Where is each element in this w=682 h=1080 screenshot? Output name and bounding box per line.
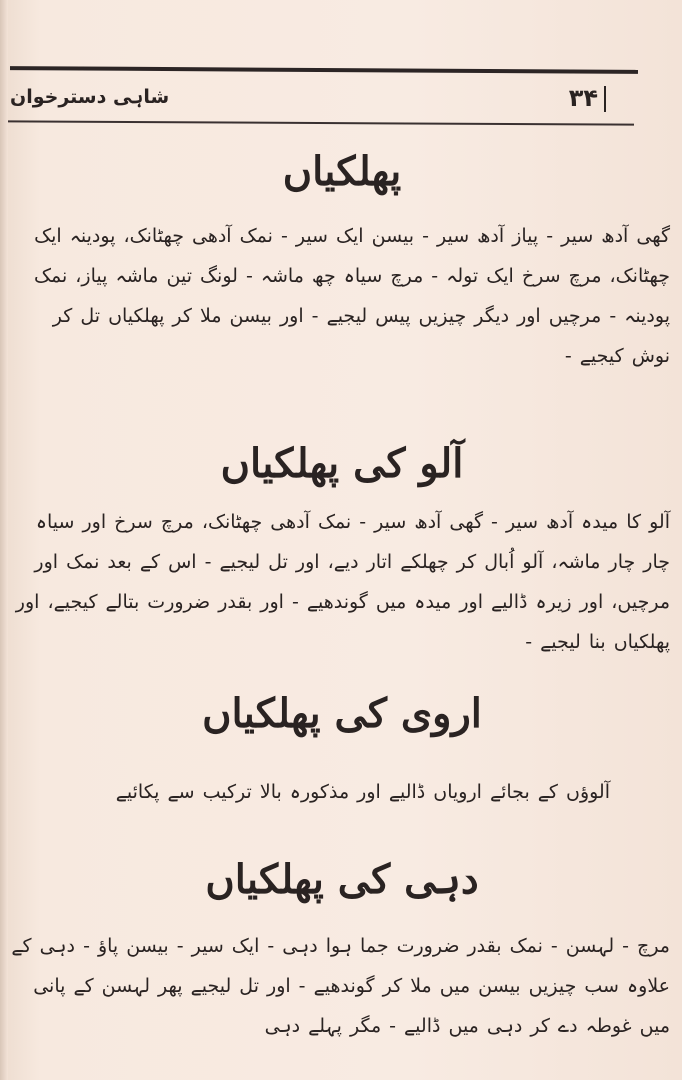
section-title: پھلکیاں (282, 148, 402, 195)
page-number (569, 84, 606, 112)
page-header (10, 76, 630, 120)
section-title: آلو کی پھلکیاں (220, 440, 464, 487)
section-body: گھی آدھ سیر - پیاز آدھ سیر - بیسن ایک سیر - نمک آدھی چھٹانک، پودینہ ایک چھٹانک، مرچ سرخ ایک تولہ - مرچ سیاہ چھ ماشہ - لونگ تین ماشہ پیاز، نمک پودینہ - مرچیں اور دیگر چیزیں پیس لیجیے - اور بیسن ملا کر پھلکیاں تل کر نوش کیجیے - (33, 225, 670, 367)
section-body: آلوؤں کے بجائے ارویاں ڈالیے اور مذکورہ بالا ترکیب سے پکائیے (115, 781, 610, 803)
page-number-text: ۳۴ (568, 84, 598, 112)
page-number-divider (604, 86, 606, 112)
section-body: مرچ - لہسن - نمک بقدر ضرورت جما ہوا دہی - ایک سیر - بیسن پاؤ - دہی کے علاوہ سب چیزیں بیسن میں ملا کر گوندھیے - اور تل لیجیے پھر لہسن کے پانی میں غوطہ دے کر دہی میں ڈالیے - مگر پہلے دہی (11, 935, 670, 1037)
running-title: شاہی دسترخوان (10, 86, 170, 108)
page-content (10, 130, 674, 1075)
top-rule (10, 66, 638, 74)
section-title: دہی کی پھلکیاں (205, 856, 479, 903)
section-body: آلو کا میدہ آدھ سیر - گھی آدھ سیر - نمک آدھی چھٹانک، مرچ سرخ اور سیاہ چار چار ماشہ، آلو اُبال کر چھلکے اتار دیے، اور تل لیجیے - اس کے بعد نمک اور مرچیں، اور زیرہ ڈالیے اور میدہ میں گوندھیے - اور بقدر ضرورت بتالے کیجیے، اور پھلکیاں بنا لیجیے - (15, 511, 670, 653)
header-rule (8, 120, 634, 125)
page-edge-shadow (0, 0, 8, 1080)
section-title: اروی کی پھلکیاں (202, 690, 482, 737)
